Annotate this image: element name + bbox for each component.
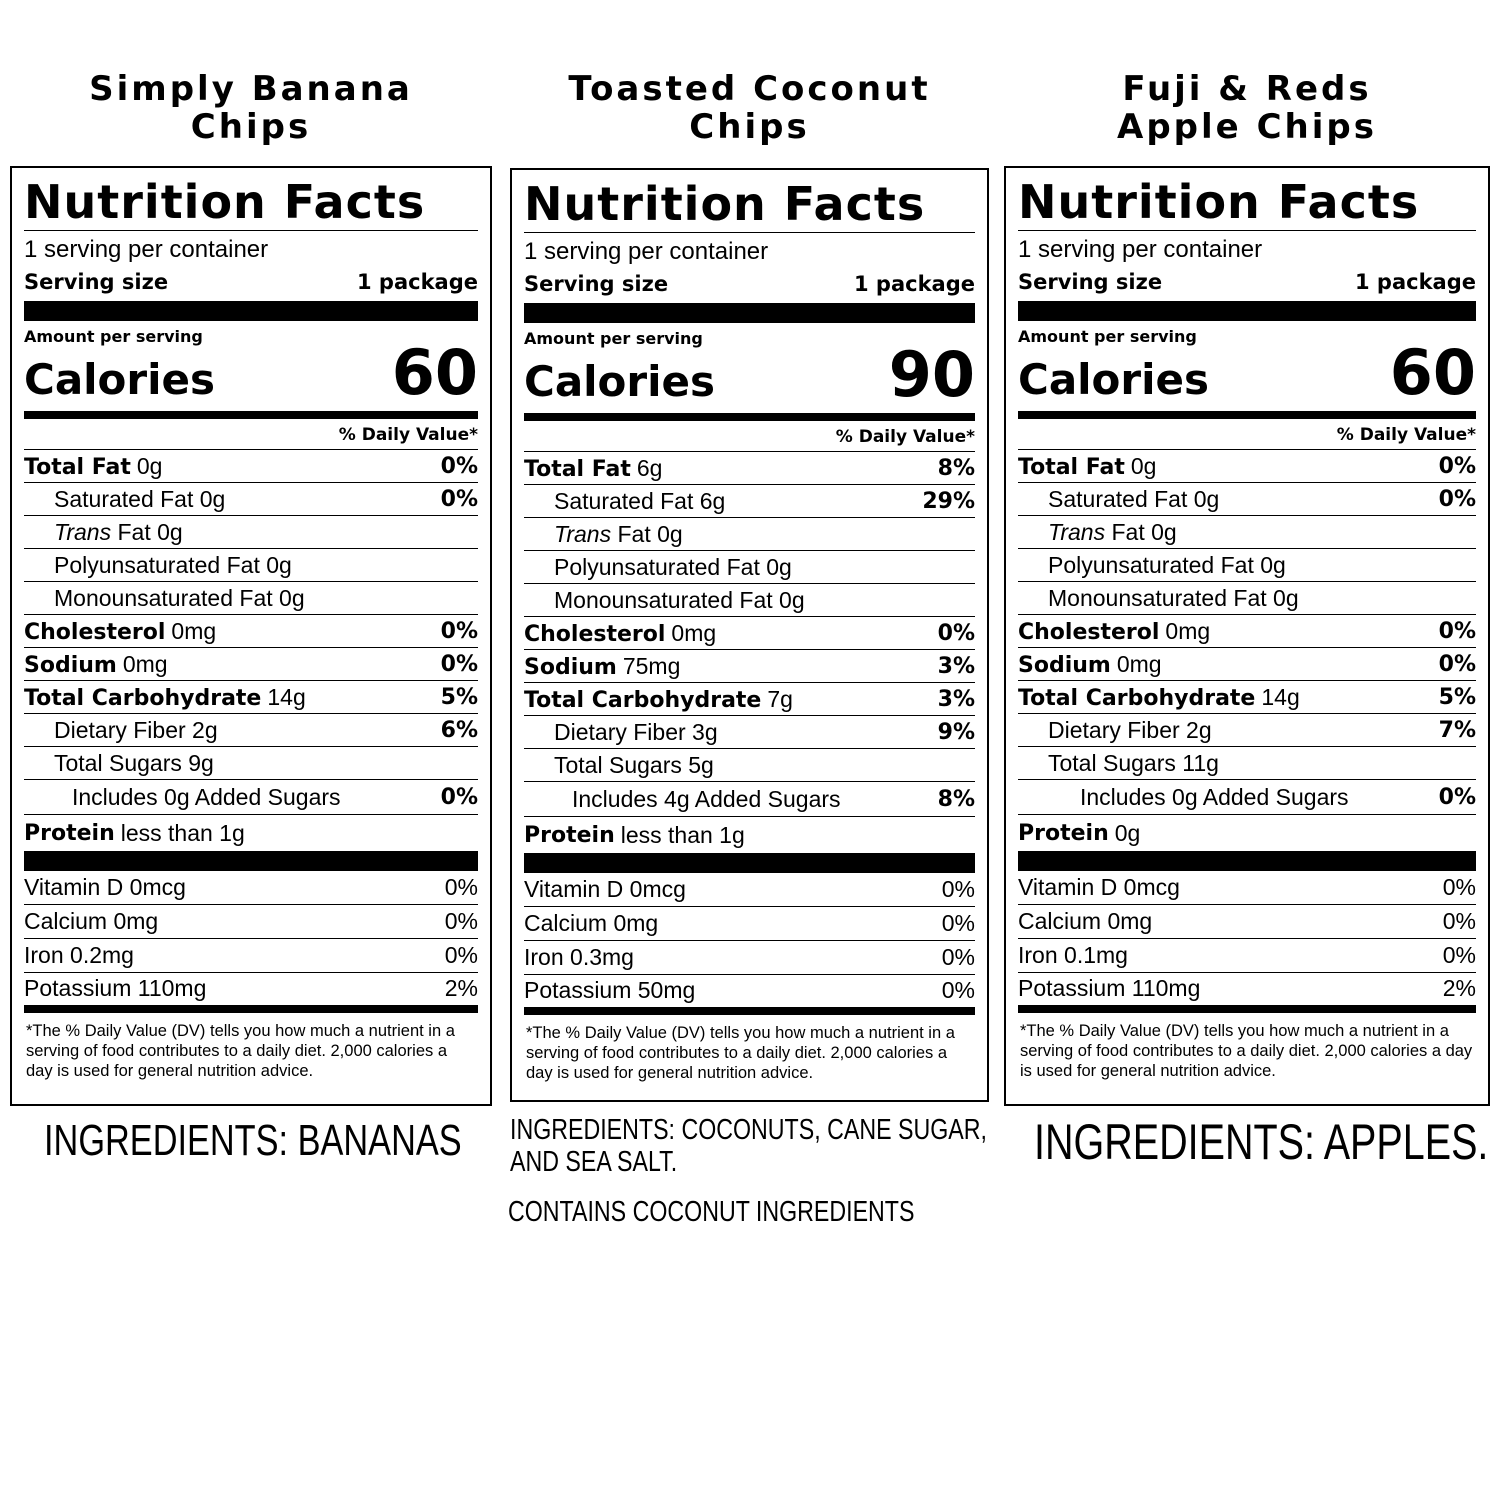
dv-percent: 0% (1438, 618, 1476, 644)
dv-percent: 0% (1438, 486, 1476, 512)
vitamin-d-row: Vitamin D 0mcg 0% (524, 876, 975, 902)
thick-divider (524, 853, 975, 873)
medium-divider (524, 1007, 975, 1015)
dv-percent: 0% (440, 618, 478, 644)
allergen-statement: CONTAINS COCONUT INGREDIENTS (508, 1196, 915, 1228)
ingredients-text: INGREDIENTS: APPLES. (1034, 1114, 1489, 1170)
added-sugars-row: Includes 4g Added Sugars 8% (524, 781, 975, 816)
serving-size-label: Serving size (524, 272, 669, 296)
serving-size-value: 1 package (357, 270, 478, 294)
servings-per-container: 1 serving per container (524, 238, 769, 265)
serving-size-row (1018, 269, 1476, 295)
dv-percent: 0% (440, 486, 478, 512)
product-title (10, 70, 492, 146)
thick-divider (24, 851, 478, 871)
product-title-line2: Chips (689, 107, 810, 147)
monounsaturated-fat-row: Monounsaturated Fat 0g (24, 581, 478, 614)
dv-percent: 0% (1438, 453, 1476, 479)
saturated-fat-row: Saturated Fat 0g 0% (24, 482, 478, 515)
calories-label: Calories (524, 357, 716, 406)
servings-per-container: 1 serving per container (24, 236, 269, 263)
dietary-fiber-row: Dietary Fiber 2g 6% (24, 713, 478, 746)
ingredients-text: INGREDIENTS: COCONUTS, CANE SUGAR, AND SEA SALT. (510, 1114, 987, 1178)
added-sugars-row: Includes 0g Added Sugars 0% (1018, 779, 1476, 814)
dv-percent: 7% (1438, 717, 1476, 743)
dv-percent: 9% (937, 719, 975, 745)
nutrition-facts-label (510, 168, 989, 1102)
vitamin-d-row: Vitamin D 0mcg 0% (24, 874, 478, 900)
dv-percent: 8% (937, 786, 975, 812)
saturated-fat-row: Saturated Fat 0g 0% (1018, 482, 1476, 515)
medium-divider (1018, 1005, 1476, 1013)
nutrition-facts-title: Nutrition Facts (24, 175, 426, 229)
thick-divider (1018, 301, 1476, 321)
serving-size-row (24, 269, 478, 295)
total-sugars-row: Total Sugars 11g (1018, 746, 1476, 779)
dv-percent: 5% (440, 684, 478, 710)
dv-percent: 3% (937, 686, 975, 712)
serving-size-label: Serving size (1018, 270, 1163, 294)
serving-size-row (524, 271, 975, 297)
sodium-row: Sodium 0mg 0% (1018, 647, 1476, 680)
product-title-line2: Chips (190, 107, 312, 147)
servings-per-container: 1 serving per container (1018, 236, 1263, 263)
protein-row: Protein less than 1g (524, 816, 975, 853)
dv-percent: 5% (1438, 684, 1476, 710)
dv-percent: 29% (922, 488, 975, 514)
product-title-line1: Simply Banana (89, 69, 413, 109)
potassium-row: Potassium 110mg 2% (24, 972, 478, 1003)
vitamin-d-row: Vitamin D 0mcg 0% (1018, 874, 1476, 900)
total-carbohydrate-row: Total Carbohydrate 14g 5% (24, 680, 478, 713)
nutrition-facts-title: Nutrition Facts (524, 177, 926, 231)
serving-size-label: Serving size (24, 270, 169, 294)
serving-size-value: 1 package (854, 272, 975, 296)
cholesterol-row: Cholesterol 0mg 0% (1018, 614, 1476, 647)
polyunsaturated-fat-row: Polyunsaturated Fat 0g (24, 548, 478, 581)
thick-divider (1018, 851, 1476, 871)
daily-value-footnote: *The % Daily Value (DV) tells you how much a nutrient in a serving of food contributes to a daily diet. 2,000 calories a day is used for general nutrition advice. (26, 1022, 455, 1080)
sodium-row: Sodium 75mg 3% (524, 649, 975, 682)
calcium-row: Calcium 0mg 0% (24, 904, 478, 938)
dv-percent: 0% (937, 620, 975, 646)
thick-divider (24, 301, 478, 321)
cholesterol-row: Cholesterol 0mg 0% (524, 616, 975, 649)
potassium-row: Potassium 110mg 2% (1018, 972, 1476, 1003)
iron-row: Iron 0.2mg 0% (24, 938, 478, 972)
dv-percent: 0% (1438, 784, 1476, 810)
dv-percent: 0% (440, 784, 478, 810)
cholesterol-row: Cholesterol 0mg 0% (24, 614, 478, 647)
trans-fat-row: Trans Fat 0g (24, 515, 478, 548)
dietary-fiber-row: Dietary Fiber 2g 7% (1018, 713, 1476, 746)
total-sugars-row: Total Sugars 9g (24, 746, 478, 779)
sodium-row: Sodium 0mg 0% (24, 647, 478, 680)
calories-value: 60 (391, 336, 478, 409)
nutrition-facts-label (10, 166, 492, 1106)
medium-divider (524, 413, 975, 421)
daily-value-footnote: *The % Daily Value (DV) tells you how much a nutrient in a serving of food contributes to a daily diet. 2,000 calories a day is used for general nutrition advice. (1020, 1022, 1473, 1080)
dv-percent: 3% (937, 653, 975, 679)
calcium-row: Calcium 0mg 0% (1018, 904, 1476, 938)
ingredients-text: INGREDIENTS: BANANAS (44, 1116, 462, 1165)
total-carbohydrate-row: Total Carbohydrate 7g 3% (524, 682, 975, 715)
trans-fat-row: Trans Fat 0g (1018, 515, 1476, 548)
saturated-fat-row: Saturated Fat 6g 29% (524, 484, 975, 517)
amount-per-serving: Amount per serving (524, 329, 703, 348)
added-sugars-row: Includes 0g Added Sugars 0% (24, 779, 478, 814)
thick-divider (524, 303, 975, 323)
protein-row: Protein 0g (1018, 814, 1476, 851)
product-title (1004, 70, 1490, 146)
amount-per-serving: Amount per serving (24, 327, 203, 346)
calories-label: Calories (1018, 355, 1210, 404)
dv-percent: 6% (440, 717, 478, 743)
daily-value-header: % Daily Value* (1336, 425, 1476, 445)
monounsaturated-fat-row: Monounsaturated Fat 0g (524, 583, 975, 616)
calories-value: 60 (1389, 336, 1476, 409)
dv-percent: 8% (937, 455, 975, 481)
nutrition-facts-title: Nutrition Facts (1018, 175, 1420, 229)
dv-percent: 0% (1438, 651, 1476, 677)
amount-per-serving: Amount per serving (1018, 327, 1197, 346)
polyunsaturated-fat-row: Polyunsaturated Fat 0g (1018, 548, 1476, 581)
monounsaturated-fat-row: Monounsaturated Fat 0g (1018, 581, 1476, 614)
serving-size-value: 1 package (1355, 270, 1476, 294)
calories-label: Calories (24, 355, 216, 404)
daily-value-header: % Daily Value* (338, 425, 478, 445)
dietary-fiber-row: Dietary Fiber 3g 9% (524, 715, 975, 748)
dv-percent: 0% (440, 453, 478, 479)
dv-percent: 0% (440, 651, 478, 677)
medium-divider (1018, 411, 1476, 419)
medium-divider (24, 1005, 478, 1013)
total-sugars-row: Total Sugars 5g (524, 748, 975, 781)
nutrition-facts-label (1004, 166, 1490, 1106)
product-title-line1: Fuji & Reds (1122, 69, 1372, 109)
total-carbohydrate-row: Total Carbohydrate 14g 5% (1018, 680, 1476, 713)
iron-row: Iron 0.3mg 0% (524, 940, 975, 974)
iron-row: Iron 0.1mg 0% (1018, 938, 1476, 972)
daily-value-footnote: *The % Daily Value (DV) tells you how much a nutrient in a serving of food contributes to a daily diet. 2,000 calories a day is used for general nutrition advice. (526, 1024, 955, 1082)
total-fat-row: Total Fat 0g 0% (1018, 449, 1476, 482)
product-title-line2: Apple Chips (1117, 107, 1377, 147)
product-title-line1: Toasted Coconut (568, 69, 931, 109)
potassium-row: Potassium 50mg 0% (524, 974, 975, 1005)
calcium-row: Calcium 0mg 0% (524, 906, 975, 940)
total-fat-row: Total Fat 6g 8% (524, 451, 975, 484)
polyunsaturated-fat-row: Polyunsaturated Fat 0g (524, 550, 975, 583)
trans-fat-row: Trans Fat 0g (524, 517, 975, 550)
calories-value: 90 (888, 338, 975, 411)
product-title (510, 70, 989, 146)
total-fat-row: Total Fat 0g 0% (24, 449, 478, 482)
daily-value-header: % Daily Value* (835, 427, 975, 447)
protein-row: Protein less than 1g (24, 814, 478, 851)
medium-divider (24, 411, 478, 419)
